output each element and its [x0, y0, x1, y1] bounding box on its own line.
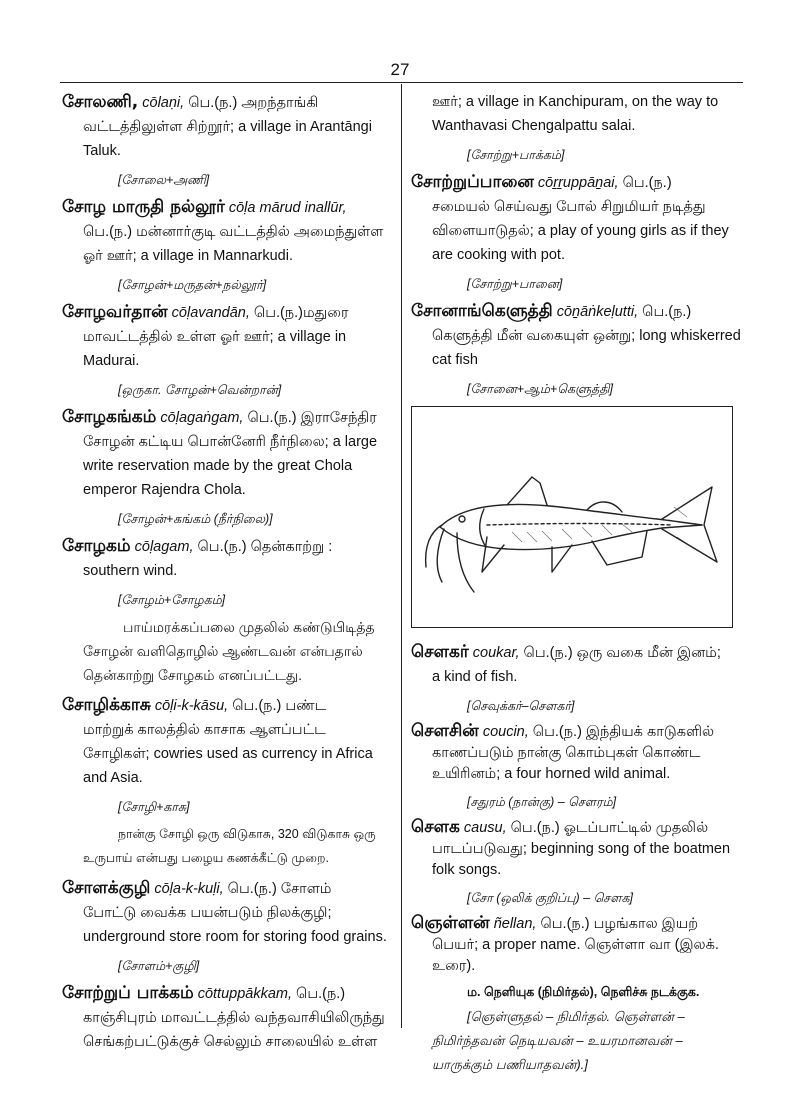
dictionary-entry	[62, 876, 388, 949]
entry-definition: சோழன் கட்டிய பொன்னேரி நீர்நிலை; a large write reservation made by the great Chola emperor Rajendra Chola.	[83, 434, 378, 498]
transliteration: coucin,	[478, 724, 529, 740]
entry-text: பெ.(ந.)மதுரை	[249, 305, 349, 321]
entry-definition: கெளுத்தி மீன் வகையுள் ஒன்று; long whiskerred cat fish	[432, 328, 741, 368]
entry-definition: காஞ்சிபுரம் மாவட்டத்தில் வந்தவாசியிலிருந்து செங்கற்பட்டுக்குச் செல்லும் சாலையில் உள்ள	[83, 1010, 385, 1050]
column-divider	[401, 84, 402, 1028]
right-column	[411, 90, 741, 1077]
dictionary-entry	[411, 299, 741, 372]
dictionary-entry	[62, 534, 388, 583]
headword: சோற்றுப் பாக்கம்	[62, 983, 194, 1003]
derivation: [ஒருகா. சோழன்+வென்றான்]	[118, 383, 282, 397]
catfish-illustration	[411, 406, 733, 628]
etymology-note: பாய்மரக்கப்பலை முதலில் கண்டுபிடித்த சோழன் வளிதொழில் ஆண்டவன் என்பதால் தென்காற்று சோழகம் எனப்பட்டது.	[83, 619, 375, 683]
transliteration: cōṉāṅkeḷutti,	[552, 304, 639, 320]
transliteration: cōḷagaṅgam,	[156, 410, 244, 426]
headword: சோழகங்கம்	[62, 407, 157, 427]
dictionary-entry	[62, 693, 388, 790]
headword: சௌசின்	[411, 721, 479, 741]
transliteration: cōḷavandān,	[167, 305, 250, 321]
headword: சௌக	[411, 817, 460, 837]
entry-definition: காணப்படும் நான்கு கொம்புகள் கொண்ட உயிரினம்; a four horned wild animal.	[432, 745, 701, 782]
entry-text: பெ.(ந.) ஓடப்பாட்டில் முதலில்	[506, 820, 709, 836]
derivation: [சோழன்+கங்கம் (நீர்நிலை)]	[118, 512, 273, 526]
entry-definition: பெயர்; a proper name. ஞெள்ளா வா (இலக். உரை).	[432, 937, 719, 974]
derivation: [சோ (ஒலிக் குறிப்பு) – சௌக]	[467, 891, 633, 905]
derivation: [சோழி+காசு]	[118, 800, 190, 814]
headword: ஞெள்ளன்	[411, 913, 490, 933]
transliteration: cōlaṇi,	[142, 95, 185, 111]
derivation: [சோழன்+மருதன்+நல்லூர்]	[118, 278, 267, 292]
transliteration: cōḷi-k-kāsu,	[150, 698, 229, 714]
entry-text: பெ.(ந.) பண்ட	[228, 698, 327, 714]
dictionary-entry	[411, 721, 741, 785]
entry-text: பெ.(ந.)	[638, 304, 692, 320]
entry-text: பெ.(ந.) அறந்தாங்கி	[184, 95, 319, 111]
entry-text: பெ.(ந.) இராசேந்திர	[243, 410, 377, 426]
transliteration: cōttuppākkam,	[193, 986, 293, 1002]
etymology-note: நான்கு சோழி ஒரு விடுகாசு, 320 விடுகாசு ஒரு உருபாய் என்பது பழைய கணக்கீட்டு முறை.	[83, 827, 376, 865]
entry-definition: வட்டத்திலுள்ள சிற்றூர்; a village in Arantāngi Taluk.	[83, 119, 372, 159]
headword: சௌகர்	[411, 642, 469, 662]
derivation: [சோனை+ஆம்+கெளுத்தி]	[467, 382, 613, 396]
left-column	[62, 90, 388, 1054]
etymology-note: [ஞெள்ளுதல் – நிமிர்தல். ஞெள்ளன் – நிமிர்ந்தவன் நெடியவன் – உயரமானவன் – யாருக்கும் பணியாதவன்).]	[432, 1009, 685, 1072]
entry-text: பெ.(ந.) ஒரு வகை மீன் இனம்;	[519, 645, 721, 661]
entry-definition: ஊர்; a village in Kanchipuram, on the way to Wanthavasi Chengalpattu salai.	[432, 94, 719, 134]
headword: சோளக்குழி	[62, 878, 151, 898]
entry-text: பெ.(ந.) சோளம்	[223, 881, 332, 897]
derivation: [சோற்று+பானை]	[467, 277, 563, 291]
dictionary-entry	[62, 90, 388, 163]
entry-definition: பாடப்படுவது; beginning song of the boatmen folk songs.	[432, 841, 731, 878]
transliteration: causu,	[459, 820, 507, 836]
headword: சோழவர்தான்	[62, 302, 168, 322]
headword: சோனாங்கெளுத்தி	[411, 301, 553, 321]
entry-definition: மாற்றுக் காலத்தில் காசாக ஆளப்பட்ட சோழிகள்; cowries used as currency in Africa and Asia.	[83, 722, 373, 786]
transliteration: cōḷagam,	[130, 539, 194, 555]
entry-text: பெ.(ந.)	[292, 986, 346, 1002]
dictionary-entry	[62, 405, 388, 502]
header-rule	[60, 82, 743, 83]
entry-text: பெ.(ந.)	[618, 175, 672, 191]
dictionary-entry	[411, 817, 741, 881]
dictionary-entry	[411, 640, 741, 689]
entry-definition: சமையல் செய்வது போல் சிறுமியர் நடித்து விளையாடுதல்; a play of young girls as if they are cooking with pot.	[432, 199, 729, 263]
entry-text: பெ.(ந.) இந்தியக் காடுகளில்	[528, 724, 715, 740]
entry-text: பெ.(ந.) பழங்கால இயற்	[536, 916, 699, 932]
entry-definition: southern wind.	[83, 563, 178, 579]
transliteration: coukar,	[468, 645, 520, 661]
entry-continuation	[411, 90, 741, 138]
entry-text: பெ.(ந.) தென்காற்று :	[193, 539, 333, 555]
page-number: 27	[390, 60, 410, 79]
transliteration: cōṟṟuppāṉai,	[533, 175, 619, 191]
entry-definition: மாவட்டத்தில் உள்ள ஓர் ஊர்; a village in Madurai.	[83, 329, 347, 369]
derivation: [சோற்று+பாக்கம்]	[467, 148, 565, 162]
dictionary-entry	[62, 195, 388, 268]
derivation: [சோலை+அணி]	[118, 173, 210, 187]
catfish-icon	[412, 407, 732, 627]
entry-definition: பெ.(ந.) மன்னார்குடி வட்டத்தில் அமைந்துள்ள ஓர் ஊர்; a village in Mannarkudi.	[83, 224, 384, 264]
transliteration: ñellan,	[489, 916, 537, 932]
cognate-note: ம. நெளியுக (நிமிர்தல்), நெளிச்சு நடக்குக.	[467, 985, 700, 999]
dictionary-entry	[62, 300, 388, 373]
dictionary-entry	[411, 913, 741, 977]
entry-definition: போட்டு வைக்க பயன்படும் நிலக்குழி; underground store room for storing food grains.	[83, 905, 387, 945]
transliteration: cōḷa mārud inallūr,	[224, 200, 347, 216]
dictionary-entry	[62, 981, 388, 1054]
derivation: [செவுக்கர்–சௌகர்]	[467, 699, 575, 713]
headword: சோற்றுப்பானை	[411, 172, 534, 192]
headword: சோலணி,	[62, 92, 139, 112]
derivation: [சோளம்+குழி]	[118, 959, 200, 973]
derivation: [சதுரம் (நான்கு) – சௌரம்]	[467, 795, 617, 809]
dictionary-entry	[411, 170, 741, 267]
headword: சோழ மாருதி நல்லூர்	[62, 197, 225, 217]
headword: சோழிக்காசு	[62, 695, 151, 715]
headword: சோழகம்	[62, 536, 131, 556]
transliteration: cōḷa-k-kuḷi,	[150, 881, 224, 897]
derivation: [சோழம்+சோழகம்]	[118, 593, 226, 607]
entry-definition: a kind of fish.	[432, 669, 518, 685]
